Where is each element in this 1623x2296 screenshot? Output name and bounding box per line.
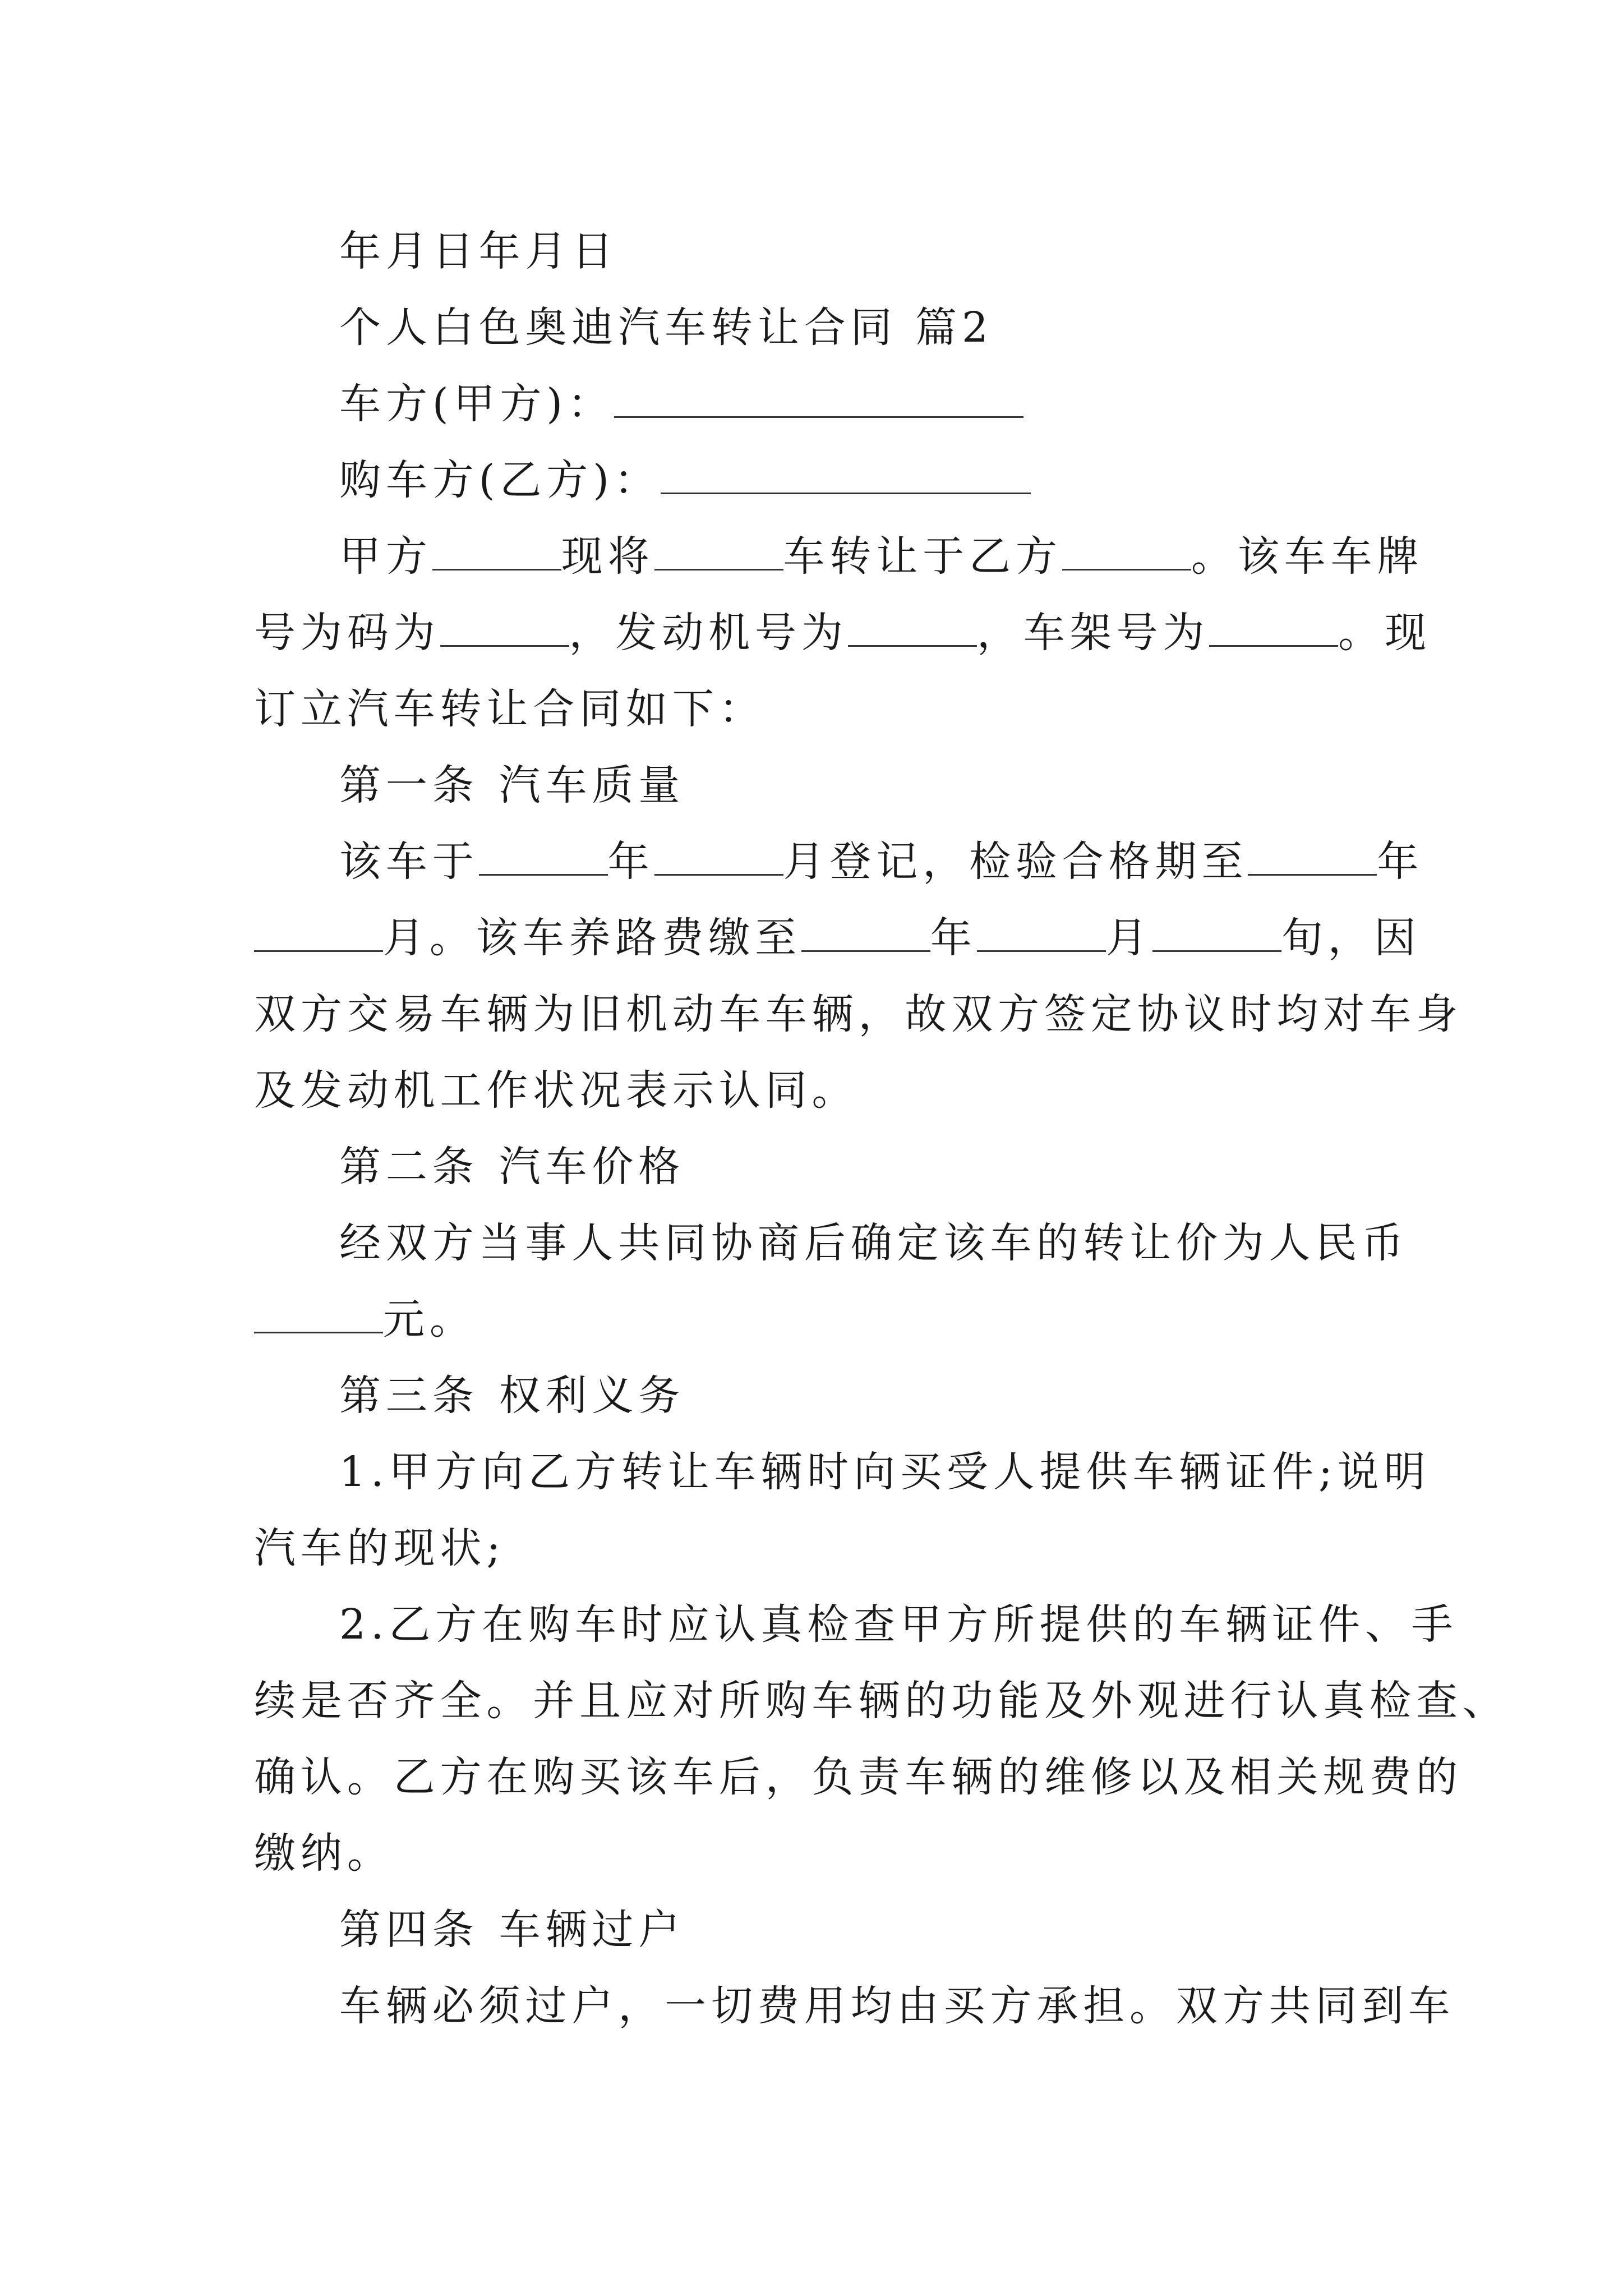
body-text: 月 — [1105, 914, 1152, 962]
article-1-heading — [254, 747, 1381, 823]
body-text: 经双方当事人共同协商后确定该车的转让价为人民币 — [339, 1219, 1409, 1267]
article-number: 第一条 — [339, 761, 479, 809]
fill-blank — [1248, 836, 1377, 876]
body-text: 双方交易车辆为旧机动车车辆，故双方签定协议时均对车身 — [254, 990, 1463, 1038]
intro-text: 号为码为 — [254, 609, 440, 657]
body-text: 1.甲方向乙方转让车辆时向买受人提供车辆证件;说明 — [339, 1448, 1431, 1496]
intro-text: 甲方 — [339, 532, 432, 581]
article-3-item-2-line-1 — [254, 1586, 1458, 1663]
title-text: 个人白色奥迪汽车转让合同 篇2 — [339, 303, 993, 352]
intro-text: ，发动机号为 — [569, 609, 848, 657]
body-text: 确认。乙方在购买该车后，负责车辆的维修以及相关规费的 — [254, 1753, 1463, 1801]
buyer-line — [254, 442, 1381, 518]
buyer-blank — [661, 455, 1031, 494]
date-text: 年月日年月日 — [339, 227, 619, 275]
article-title: 汽车价格 — [499, 1143, 685, 1191]
fill-blank — [254, 1294, 383, 1333]
article-3-item-2-line-4 — [254, 1815, 1381, 1892]
article-title: 权利义务 — [499, 1372, 685, 1420]
article-title: 车辆过户 — [499, 1906, 685, 1954]
body-text: 汽车的现状; — [254, 1524, 506, 1572]
seller-blank — [614, 379, 1023, 418]
fill-blank — [1152, 913, 1281, 952]
article-1-line-2 — [254, 900, 1421, 976]
fill-blank — [440, 608, 569, 647]
fill-blank — [479, 836, 608, 876]
intro-text: 。现 — [1338, 609, 1431, 657]
article-4-line-1 — [254, 1968, 1455, 2044]
body-text: 元。 — [383, 1295, 476, 1343]
article-2-line-2 — [254, 1281, 1381, 1358]
date-line — [254, 213, 1381, 289]
article-3-heading — [254, 1358, 1381, 1434]
fill-blank — [1062, 531, 1191, 570]
article-3-item-1-line-1 — [254, 1434, 1431, 1510]
article-1-line-3 — [254, 976, 1463, 1052]
seller-label: 车方(甲方)： — [339, 380, 614, 428]
article-3-item-2-line-2 — [254, 1663, 1509, 1739]
intro-text: 车转让于乙方 — [783, 532, 1062, 581]
buyer-label: 购车方(乙方)： — [339, 456, 661, 504]
body-text: 年 — [607, 838, 654, 886]
article-2-heading — [254, 1129, 1381, 1205]
intro-text: ，车架号为 — [976, 609, 1210, 657]
fill-blank — [654, 836, 783, 876]
body-text: 车辆必须过户，一切费用均由买方承担。双方共同到车 — [339, 1982, 1455, 2030]
intro-text: 现将 — [561, 532, 654, 581]
body-text: 该车于 — [339, 838, 479, 886]
body-text: 2.乙方在购车时应认真检查甲方所提供的车辆证件、手 — [339, 1600, 1458, 1649]
fill-blank — [977, 913, 1106, 952]
intro-line-1 — [254, 518, 1424, 595]
seller-line — [254, 366, 1381, 442]
body-text: 及发动机工作状况表示认同。 — [254, 1066, 859, 1115]
intro-text: 订立汽车转让合同如下： — [254, 685, 766, 733]
article-1-line-4 — [254, 1052, 1381, 1129]
body-text: 月。该车养路费缴至 — [383, 914, 801, 962]
body-text: 缴纳。 — [254, 1829, 394, 1878]
intro-text: 。该车车牌 — [1191, 532, 1424, 581]
article-4-heading — [254, 1892, 1381, 1968]
contract-title — [254, 289, 1381, 366]
article-number: 第三条 — [339, 1372, 479, 1420]
fill-blank — [654, 531, 783, 570]
fill-blank — [801, 913, 930, 952]
article-3-item-2-line-3 — [254, 1739, 1463, 1815]
article-number: 第四条 — [339, 1906, 479, 1954]
fill-blank — [1209, 608, 1338, 647]
intro-line-3 — [254, 671, 1381, 747]
fill-blank — [254, 913, 383, 952]
body-text: 月登记，检验合格期至 — [783, 838, 1248, 886]
article-title: 汽车质量 — [499, 761, 685, 809]
body-text: 续是否齐全。并且应对所购车辆的功能及外观进行认真检查、 — [254, 1677, 1509, 1725]
fill-blank — [848, 608, 977, 647]
article-1-line-1 — [254, 823, 1424, 900]
body-text: 年 — [1377, 838, 1424, 886]
article-2-line-1 — [254, 1205, 1409, 1281]
article-number: 第二条 — [339, 1143, 479, 1191]
fill-blank — [432, 531, 561, 570]
body-text: 年 — [930, 914, 977, 962]
contract-page — [254, 213, 1509, 2044]
article-3-item-1-line-2 — [254, 1510, 1381, 1586]
body-text: 旬，因 — [1281, 914, 1421, 962]
intro-line-2 — [254, 595, 1431, 671]
